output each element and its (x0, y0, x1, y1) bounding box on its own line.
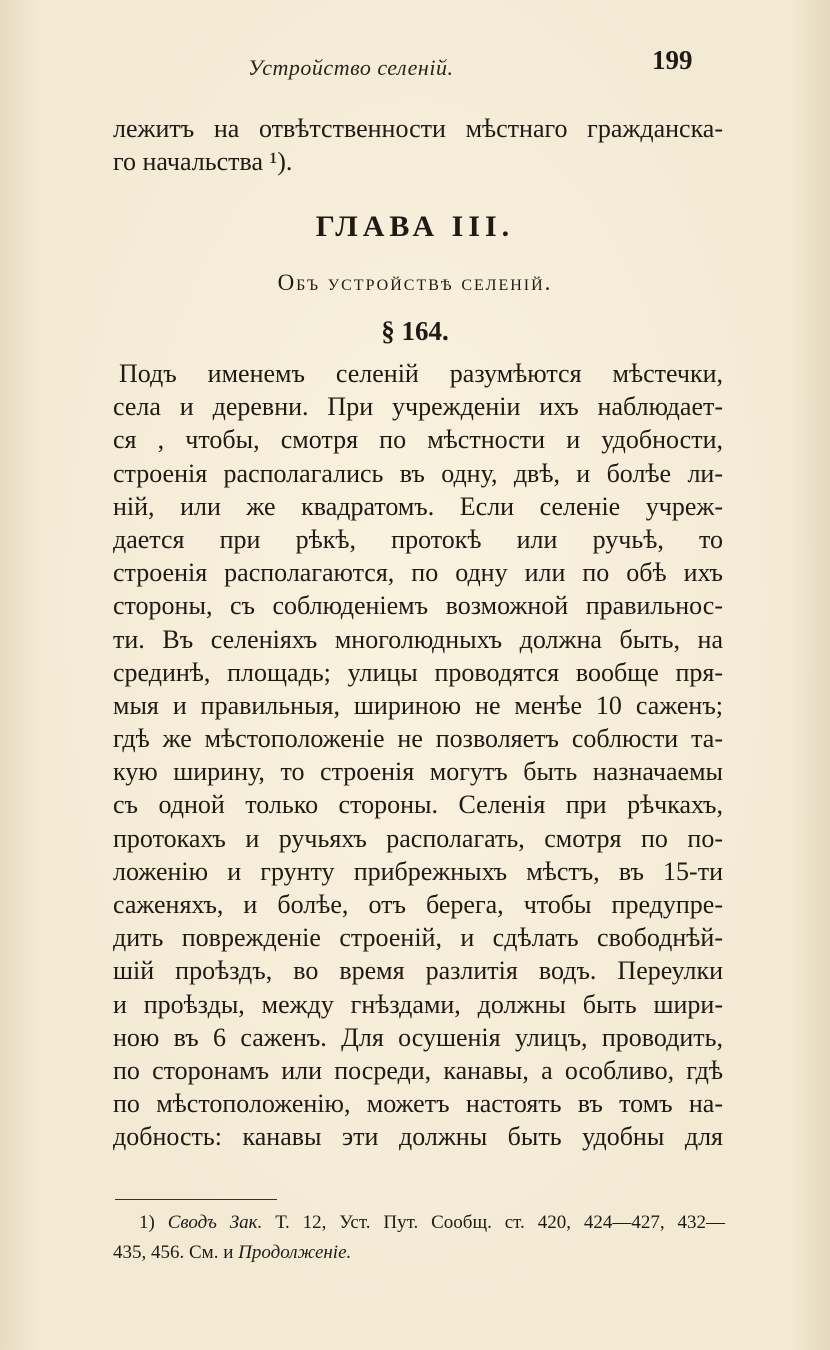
footnote-reference-cont: 435, 456. См. и (113, 1242, 234, 1263)
text-line: го начальства ¹). (113, 147, 293, 177)
footnote-line (113, 1238, 725, 1268)
chapter-title: ГЛАВА III. (315, 210, 515, 243)
text-line: строенія располагались въ одну, двѣ, и болѣе ли- (113, 458, 723, 488)
page-number: 199 (652, 45, 693, 75)
text-line: ній, или же квадратомъ. Если селеніе учреж- (113, 491, 723, 521)
body-paragraph (113, 357, 723, 1154)
running-head (0, 45, 830, 95)
text-line: ложенію и грунту прибрежныхъ мѣстъ, въ 15-ти (113, 856, 723, 886)
footnote-source: Сводъ Зак. (167, 1212, 263, 1233)
text-line: стороны, съ соблюденіемъ возможной правильнос- (113, 591, 723, 621)
text-line: протокахъ и ручьяхъ располагать, смотря по по- (113, 823, 723, 853)
footnote-divider (115, 1199, 277, 1200)
text-line: по мѣстоположенію, можетъ настоять въ томъ на- (113, 1089, 723, 1119)
chapter-subtitle: Объ устройствѣ селеній. (277, 270, 553, 295)
running-title: Устройство селеній. (248, 55, 454, 80)
text-line: кую ширину, то строенія могутъ быть назначаемы (113, 757, 723, 787)
text-line: села и деревни. При учрежденіи ихъ наблюдает- (113, 392, 723, 422)
text-line: лежитъ на отвѣтственности мѣстнаго гражданска- (113, 114, 723, 143)
text-line: и проѣзды, между гнѣздами, должны быть шири- (113, 989, 723, 1019)
footnote-continuation: Продолженіе. (238, 1242, 352, 1263)
text-line: добность: канавы эти должны быть удобны для (113, 1122, 723, 1152)
text-line: гдѣ же мѣстоположеніе не позволяетъ соблюсти та- (113, 724, 723, 754)
footnote (113, 1208, 725, 1268)
text-line: мыя и правильныя, шириною не менѣе 10 саженъ; (113, 690, 723, 720)
text-line: ти. Въ селеніяхъ многолюдныхъ должна быть, на (113, 624, 723, 654)
text-line: по сторонамъ или посреди, канавы, а особливо, гдѣ (113, 1055, 723, 1085)
text-line: строенія располагаются, по одну или по обѣ ихъ (113, 558, 723, 588)
footnote-marker: 1) (139, 1212, 155, 1233)
section-number: § 164. (381, 316, 449, 346)
intro-paragraph (113, 112, 723, 178)
text-line: съ одной только стороны. Селенія при рѣчкахъ, (113, 790, 723, 820)
text-line: дить поврежденіе строеній, и сдѣлать свободнѣй- (113, 923, 723, 953)
footnote-line (113, 1208, 725, 1238)
text-line: саженяхъ, и болѣе, отъ берега, чтобы предупре- (113, 890, 723, 919)
text-line: Подъ именемъ селеній разумѣются мѣстечки, (119, 359, 723, 388)
footnote-reference: Т. 12, Уст. Пут. Сообщ. ст. 420, 424—427, 432— (275, 1212, 726, 1233)
text-line: ся , чтобы, смотря по мѣстности и удобности, (113, 425, 723, 455)
text-line: ною въ 6 саженъ. Для осушенія улицъ, проводить, (113, 1022, 723, 1052)
text-line: шій проѣздъ, во время разлитія водъ. Переулки (113, 956, 723, 986)
text-line: дается при рѣкѣ, протокѣ или ручьѣ, то (113, 524, 723, 554)
text-line: срединѣ, площадь; улицы проводятся вообще пря- (113, 657, 723, 687)
